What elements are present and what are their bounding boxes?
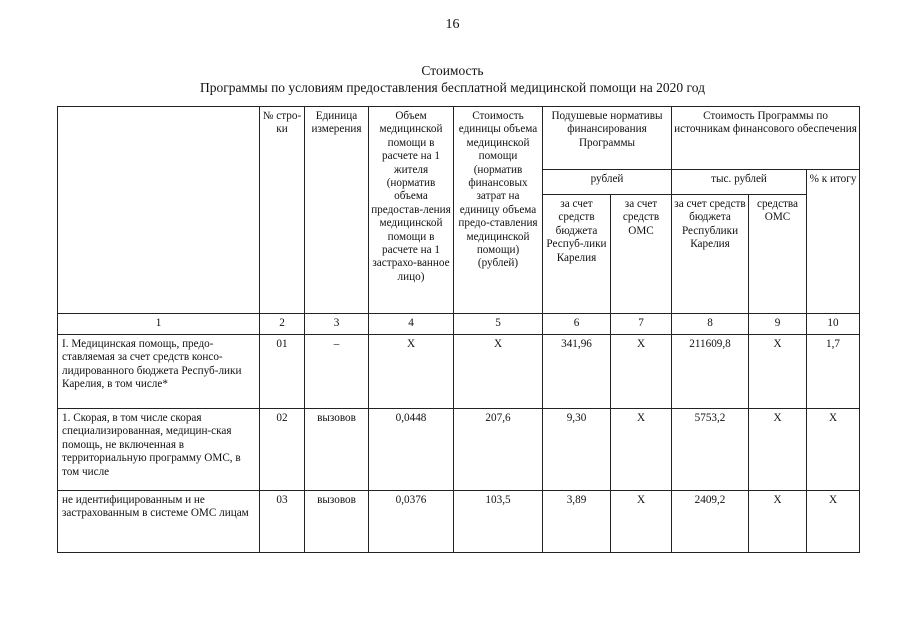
- row-number: 03: [260, 491, 305, 553]
- row-pc-budget: 3,89: [543, 491, 611, 553]
- column-number: 8: [672, 314, 749, 335]
- row-pc-budget: 9,30: [543, 409, 611, 491]
- row-cost-unit: X: [454, 335, 543, 409]
- header-row-number: № стро-ки: [260, 107, 305, 314]
- header-sources-group: Стоимость Программы по источникам финансового обеспечения: [672, 107, 860, 170]
- header-pc-budget: за счет средств бюджета Респуб-лики Карелия: [543, 195, 611, 314]
- row-unit: вызовов: [305, 491, 369, 553]
- row-pc-oms: X: [611, 409, 672, 491]
- document-subtitle: Программы по условиям предоставления бесплатной медицинской помощи на 2020 год: [200, 80, 705, 95]
- header-volume: Объем медицинской помощи в расчете на 1 жителя (норматив объема предостав-ления медицинской помощи в расчете на 1 застрахо-ванное лицо): [369, 107, 454, 314]
- column-number: 9: [749, 314, 807, 335]
- cost-table: [57, 106, 860, 553]
- header-pc-oms: за счет средств ОМС: [611, 195, 672, 314]
- header-unit: Единица измерения: [305, 107, 369, 314]
- column-number: 1: [58, 314, 260, 335]
- row-name: I. Медицинская помощь, предо-ставляемая за счет средств консо-лидированного бюджета Респуб-лики Карелия, в том числе*: [58, 335, 260, 409]
- table-row: [58, 335, 860, 409]
- row-number: 02: [260, 409, 305, 491]
- column-number: 2: [260, 314, 305, 335]
- row-name: 1. Скорая, в том числе скорая специализированная, медицин-ская помощь, не включенная в территориальную программу ОМС, в том числе: [58, 409, 260, 491]
- row-src-budget: 2409,2: [672, 491, 749, 553]
- header-per-capita-group: Подушевые нормативы финансирования Программы: [543, 107, 672, 170]
- column-number-row: [58, 314, 860, 335]
- row-name: не идентифицированным и не застрахованным в системе ОМС лицам: [58, 491, 260, 553]
- row-src-budget: 5753,2: [672, 409, 749, 491]
- table-row: [58, 409, 860, 491]
- row-volume: 0,0376: [369, 491, 454, 553]
- row-pc-oms: X: [611, 335, 672, 409]
- header-percent-total: % к итогу: [807, 170, 860, 314]
- column-number: 6: [543, 314, 611, 335]
- row-number: 01: [260, 335, 305, 409]
- header-src-budget: за счет средств бюджета Республики Карелия: [672, 195, 749, 314]
- row-src-oms: X: [749, 335, 807, 409]
- row-pc-oms: X: [611, 491, 672, 553]
- header-cost-per-unit: Стоимость единицы объема медицинской помощи (норматив финансовых затрат на единицу объема предо-ставления медицинской помощи) (рублей): [454, 107, 543, 314]
- header-name: [58, 107, 260, 314]
- row-src-budget: 211609,8: [672, 335, 749, 409]
- column-number: 5: [454, 314, 543, 335]
- row-percent: X: [807, 491, 860, 553]
- row-unit: вызовов: [305, 409, 369, 491]
- row-volume: 0,0448: [369, 409, 454, 491]
- row-cost-unit: 103,5: [454, 491, 543, 553]
- row-src-oms: X: [749, 491, 807, 553]
- page-number: 16: [445, 17, 460, 32]
- row-volume: X: [369, 335, 454, 409]
- column-number: 7: [611, 314, 672, 335]
- row-percent: 1,7: [807, 335, 860, 409]
- row-src-oms: X: [749, 409, 807, 491]
- row-pc-budget: 341,96: [543, 335, 611, 409]
- table-row: [58, 491, 860, 553]
- column-number: 10: [807, 314, 860, 335]
- row-unit: –: [305, 335, 369, 409]
- document-title: Стоимость: [421, 63, 484, 78]
- header-thousand-rubles: тыс. рублей: [672, 170, 807, 195]
- header-rubles: рублей: [543, 170, 672, 195]
- header-row: [58, 107, 860, 170]
- row-cost-unit: 207,6: [454, 409, 543, 491]
- row-percent: X: [807, 409, 860, 491]
- column-number: 4: [369, 314, 454, 335]
- column-number: 3: [305, 314, 369, 335]
- header-src-oms: средства ОМС: [749, 195, 807, 314]
